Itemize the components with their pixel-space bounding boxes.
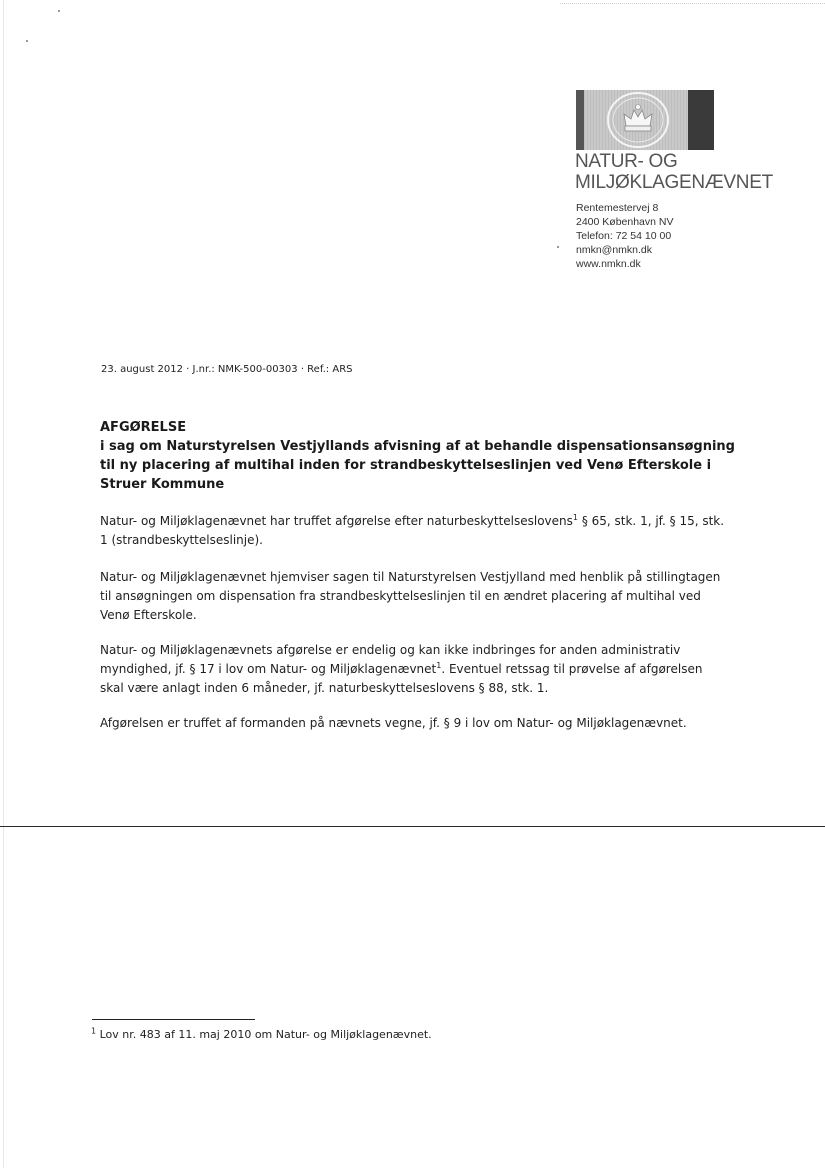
paragraph-authority: Afgørelsen er truffet af formanden på nævnets vegne, jf. § 9 i lov om Natur- og Miljøklagenævnet. <box>100 716 687 730</box>
crown-emblem-icon <box>576 90 714 150</box>
footnote-reference: 1 <box>572 513 578 522</box>
footnote-marker: 1 <box>91 1026 97 1036</box>
paragraph-text: . Eventuel retssag til prøvelse af afgørelsen skal være anlagt inden 6 måneder, jf. naturbeskyttelseslovens § 88, stk. 1. <box>100 662 703 695</box>
page-fold-line <box>0 826 825 827</box>
footnote-divider <box>92 1019 255 1020</box>
scan-speck <box>58 10 60 12</box>
decision-heading <box>100 418 740 494</box>
reference-line: 23. august 2012 · J.nr.: NMK-500-00303 · Ref.: ARS <box>101 364 353 375</box>
footnote-reference: 1 <box>436 661 442 670</box>
address-email: nmkn@nmkn.dk <box>576 244 653 256</box>
paragraph-finality <box>100 641 725 698</box>
footnote-text: Lov nr. 483 af 11. maj 2010 om Natur- og Miljøklagenævnet. <box>96 1028 432 1041</box>
paragraph-text: Natur- og Miljøklagenævnet har truffet afgørelse efter naturbeskyttelseslovens <box>100 514 573 528</box>
heading-title: AFGØRELSE <box>100 420 187 435</box>
paragraph-text: § 65, stk. 1, jf. § 15, stk. 1 (strandbeskyttelseslinje). <box>100 514 725 547</box>
address-block <box>576 201 776 271</box>
paragraph-referral: Natur- og Miljøklagenævnet hjemviser sagen til Naturstyrelsen Vestjylland med henblik på stillingtagen til ansøgningen om dispensation fra strandbeskyttelseslinjen til en ændret placering af multihal ved Venø Efterskole. <box>100 570 721 622</box>
paragraph-decision-basis <box>100 512 725 550</box>
address-city: 2400 København NV <box>576 216 674 228</box>
organization-name <box>575 151 815 193</box>
org-name-line-2: MILJØKLAGENÆVNET <box>575 172 773 193</box>
address-website: www.nmkn.dk <box>576 258 641 270</box>
scan-speck <box>26 40 28 42</box>
org-name-line-1: NATUR- OG <box>575 151 678 172</box>
heading-subtitle: i sag om Naturstyrelsen Vestjyllands afvisning af at behandle dispensationsansøgning til ny placering af multihal inden for strandbeskyttelseslinjen ved Venø Efterskole i Struer Kommune <box>100 439 735 492</box>
address-street: Rentemestervej 8 <box>576 202 659 214</box>
footnote <box>91 1027 691 1043</box>
scan-artifact-left <box>3 0 4 1168</box>
scan-artifact-top <box>560 3 825 4</box>
paragraph-text: Natur- og Miljøklagenævnets afgørelse er endelig og kan ikke indbringes for anden administrativ myndighed, jf. § 17 i lov om Natur- og Miljøklagenævnet <box>100 643 681 676</box>
address-phone: Telefon: 72 54 10 00 <box>576 230 672 242</box>
scan-speck <box>557 246 559 248</box>
